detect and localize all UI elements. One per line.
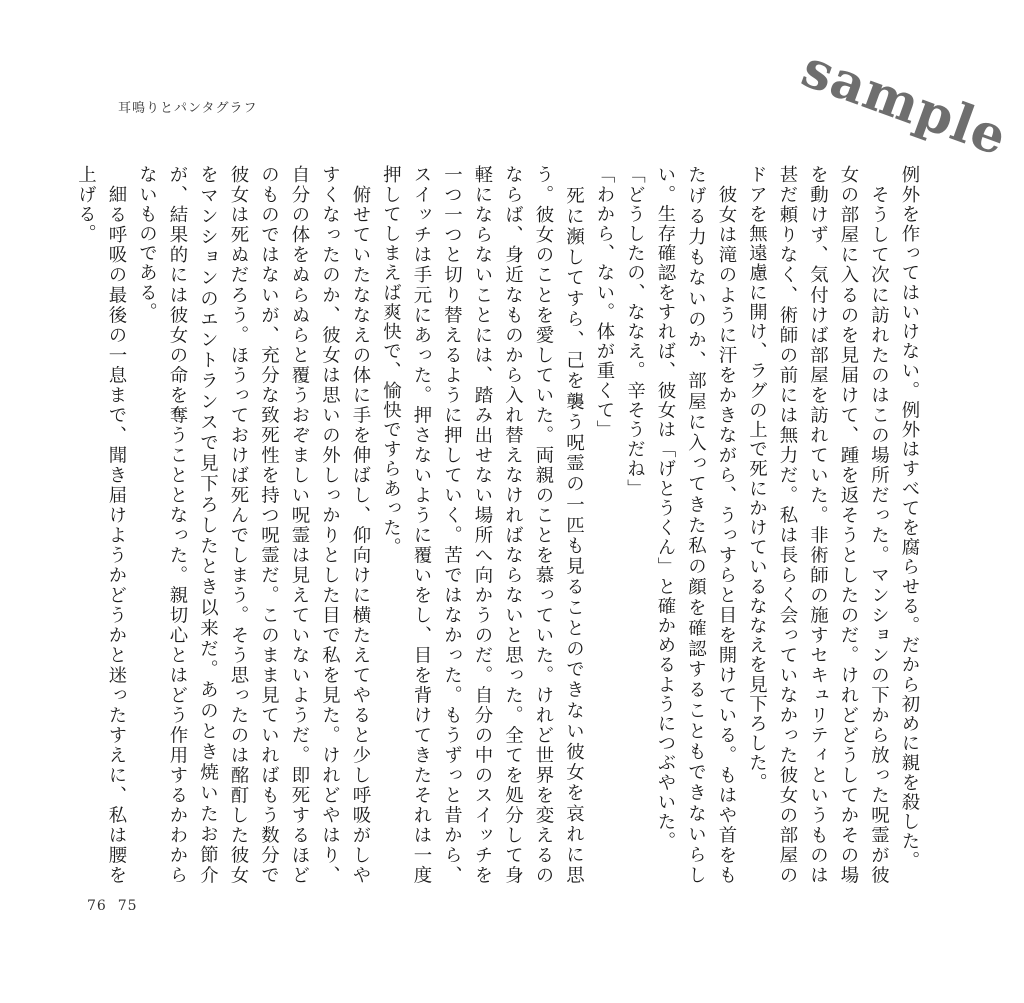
paragraph-7: 俯せていたななえの体に手を伸ばし、仰向けに横たえてやると少し呼吸がしやすくなったのか、彼女は思いの外しっかりとした目で私を見た。けれどやはり、自分の体をぬらぬらと覆うおぞましい呪霊は見えていないようだ。即死するほどのものではないが、充分な致死性を持つ呪霊だ。このまま見ていればもう数分で彼女は死ぬだろう。ほうっておけば死んでしまう。そう思ったのは酩酊した彼女をマンションのエントランスで見下ろしたとき以来だ。あのとき焼いたお節介が、結果的には彼女の命を奪うこととなった。親切心とはどう作用するかわからないものである。 (136, 165, 371, 885)
paragraph-5: 「わから、ない。体が重くて」 (594, 165, 615, 440)
page-numbers: 76 75 (87, 898, 138, 914)
paragraph-3: 彼女は滝のように汗をかきながら、うっすらと目を開けている。もはや首をもたげる力もないのか、部屋に入ってきた私の顔を確認することもできないらしい。生存確認をすれば、彼女は「げとうくん」と確かめるようにつぶやいた。 (655, 165, 737, 885)
running-head-title: 耳鳴りとパンタグラフ (118, 101, 258, 116)
sample-watermark-text: sample (794, 38, 1016, 169)
paragraph-6: 死に瀕してすら、己を襲う呪霊の一匹も見ることのできない彼女を哀れに思う。彼女のことを愛していた。両親のことを慕っていた。けれど世界を変えるのならば、身近なものから入れ替えなければならないと思った。全てを処分して身軽にならないことには、踏み出せない場所へ向かうのだ。自分の中のスイッチを一つ一つと切り替えるように押していく。苦ではなかった。もうずっと昔から、スイッチは手元にあった。押さないように覆いをし、目を背けてきたそれは一度押してしまえば爽快で、愉快ですらあった。 (380, 165, 585, 885)
paragraph-4: 「どうしたの、ななえ。辛そうだね」 (624, 165, 646, 499)
paragraph-2: そうして次に訪れたのはこの場所だった。マンションの下から放った呪霊が彼女の部屋に入るのを見届けて、踵を返そうとしたのだ。けれどどうしてかその場を動けず、気付けば部屋を訪れていた。非術師の施すセキュリティというものは甚だ頼りなく、術師の前には無力だ。私は長らく会っていなかった彼女の部屋のドアを無遠慮に開け、ラグの上で死にかけているななえを見下ろした。 (746, 165, 890, 885)
vertical-body-text (75, 165, 924, 885)
sample-watermark (794, 38, 1015, 168)
paragraph-1: 例外を作ってはいけない。例外はすべてを腐らせる。だから初めに親を殺した。 (899, 165, 920, 871)
paragraph-8: 細る呼吸の最後の一息まで、聞き届けようかどうかと迷ったすえに、私は腰を上げる。 (75, 165, 127, 885)
